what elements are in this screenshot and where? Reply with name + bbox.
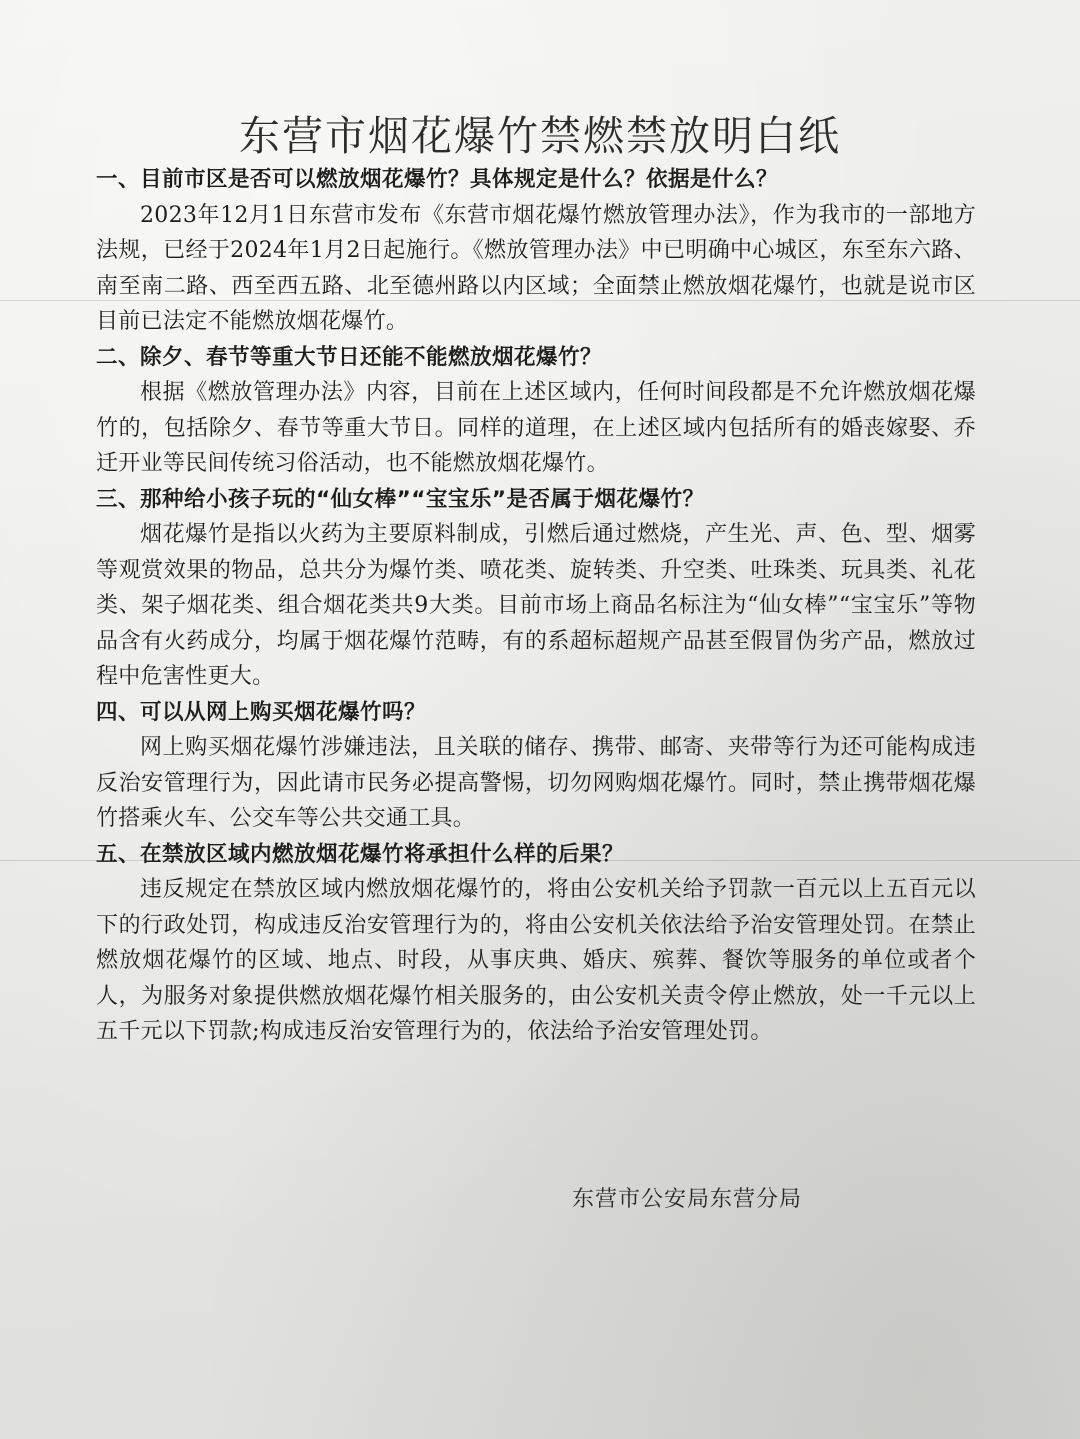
section-heading: 四、可以从网上购买烟花爆竹吗？ (96, 699, 427, 725)
section-1 (96, 162, 976, 340)
issuer-signature: 东营市公安局东营分局 (572, 1187, 803, 1212)
section-4 (96, 695, 976, 837)
section-heading: 一、目前市区是否可以燃放烟花爆竹？具体规定是什么？依据是什么？ (96, 167, 779, 192)
section-paragraph: 网上购买烟花爆竹涉嫌违法，且关联的储存、携带、邮寄、夹带等行为还可能构成违反治安管理行为，因此请市民务必提高警惕，切勿网购烟花爆竹。同时，禁止携带烟花爆竹搭乘火车、公交车等公共交通工具。 (96, 735, 976, 831)
section-heading: 三、那种给小孩子玩的“仙女棒”“宝宝乐”是否属于烟花爆竹？ (96, 486, 705, 512)
section-heading: 五、在禁放区域内燃放烟花爆竹将承担什么样的后果？ (96, 841, 625, 867)
section-3 (96, 482, 976, 695)
section-paragraph: 根据《燃放管理办法》内容，目前在上述区域内，任何时间段都是不允许燃放烟花爆竹的，包括除夕、春节等重大节日。同样的道理，在上述区域内包括所有的婚丧嫁娶、乔迁开业等民间传统习俗活动，也不能燃放烟花爆竹。 (96, 380, 976, 476)
document-body (96, 162, 976, 1050)
section-heading: 二、除夕、春节等重大节日还能不能燃放烟花爆竹？ (96, 344, 603, 370)
section-2 (96, 340, 976, 482)
section-paragraph: 烟花爆竹是指以火药为主要原料制成，引燃后通过燃烧，产生光、声、色、型、烟雾等观赏效果的物品，总共分为爆竹类、喷花类、旋转类、升空类、吐珠类、玩具类、礼花类、架子烟花类、组合烟花类共9大类。目前市场上商品名标注为“仙女棒”“宝宝乐”等物品含有火药成分，均属于烟花爆竹范畴，有的系超标超规产品甚至假冒伪劣产品，燃放过程中危害性更大。 (96, 522, 976, 689)
document-title: 东营市烟花爆竹禁燃禁放明白纸 (239, 112, 841, 161)
section-paragraph: 违反规定在禁放区域内燃放烟花爆竹的，将由公安机关给予罚款一百元以上五百元以下的行政处罚，构成违反治安管理行为的，将由公安机关依法给予治安管理处罚。在禁止燃放烟花爆竹的区域、地点、时段，从事庆典、婚庆、殡葬、餐饮等服务的单位或者个人，为服务对象提供燃放烟花爆竹相关服务的，由公安机关责令停止燃放，处一千元以上五千元以下罚款;构成违反治安管理行为的，依法给予治安管理处罚。 (96, 877, 976, 1044)
section-paragraph: 2023年12月1日东营市发布《东营市烟花爆竹燃放管理办法》，作为我市的一部地方法规，已经于2024年1月2日起施行。《燃放管理办法》中已明确中心城区，东至东六路、南至南二路、西至西五路、北至德州路以内区域；全面禁止燃放烟花爆竹，也就是说市区目前已法定不能燃放烟花爆竹。 (96, 202, 976, 334)
section-5 (96, 837, 976, 1050)
